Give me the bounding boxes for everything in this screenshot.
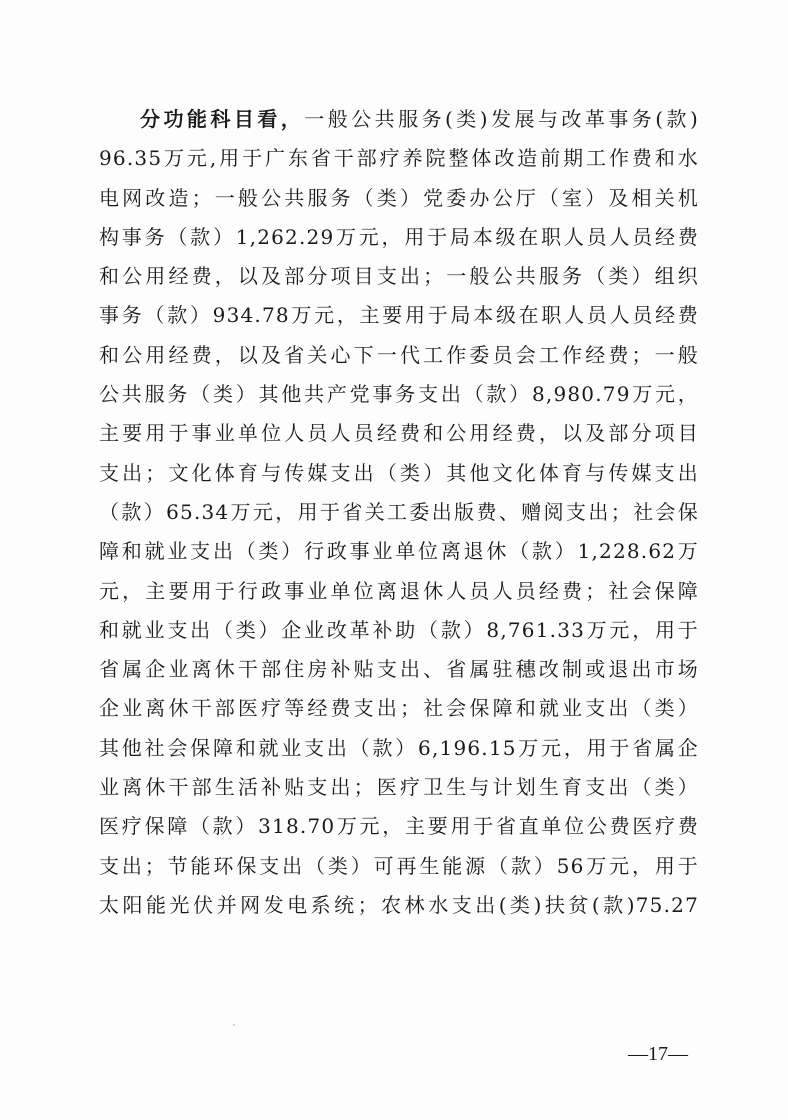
paragraph-line-20: 支出；节能环保支出（类）可再生能源（款）56万元，用于 — [99, 853, 699, 878]
paragraph-line-7: 和公用经费，以及省关心下一代工作委员会工作经费；一般 — [99, 342, 699, 367]
paragraph-line-11: （款）65.34万元，用于省关工委出版费、赠阅支出；社会保 — [99, 499, 699, 524]
paragraph-line-19: 医疗保障（款）318.70万元，主要用于省直单位公费医疗费 — [99, 814, 699, 839]
paragraph-line-17: 其他社会保障和就业支出（款）6,196.15万元，用于省属企 — [99, 735, 699, 760]
paragraph-line-13: 元，主要用于行政事业单位离退休人员人员经费；社会保障 — [99, 578, 699, 603]
paragraph-line-16: 企业离休干部医疗等经费支出；社会保障和就业支出（类） — [99, 696, 699, 721]
paragraph-line-3: 电网改造；一般公共服务（类）党委办公厅（室）及相关机 — [99, 185, 699, 210]
paragraph-line-21: 太阳能光伏并网发电系统；农林水支出(类)扶贫(款)75.27 — [99, 892, 699, 917]
body-paragraph — [99, 100, 699, 925]
paragraph-line-12: 障和就业支出（类）行政事业单位离退休（款）1,228.62万 — [99, 539, 699, 564]
paragraph-line-8: 公共服务（类）其他共产党事务支出（款）8,980.79万元， — [99, 382, 699, 407]
paragraph-line-6: 事务（款）934.78万元，主要用于局本级在职人员人员经费 — [99, 303, 699, 328]
paragraph-line-15: 省属企业离休干部住房补贴支出、省属驻穗改制或退出市场 — [99, 657, 699, 682]
paragraph-line-10: 支出；文化体育与传媒支出（类）其他文化体育与传媒支出 — [99, 460, 699, 485]
lead-heading: 分功能科目看， — [140, 107, 305, 131]
scan-speck — [233, 1024, 235, 1026]
line-text: 一般公共服务(类)发展与改革事务(款) — [304, 107, 699, 131]
paragraph-line-2: 96.35万元,用于广东省干部疗养院整体改造前期工作费和水 — [99, 146, 699, 171]
paragraph-line-5: 和公用经费，以及部分项目支出；一般公共服务（类）组织 — [99, 264, 699, 289]
paragraph-line-18: 业离休干部生活补贴支出；医疗卫生与计划生育支出（类） — [99, 775, 699, 800]
paragraph-line-14: 和就业支出（类）企业改革补助（款）8,761.33万元，用于 — [99, 617, 699, 642]
paragraph-line-1 — [99, 100, 699, 139]
paragraph-line-9: 主要用于事业单位人员人员经费和公用经费，以及部分项目 — [99, 421, 699, 446]
page-number: —17— — [628, 1043, 688, 1065]
paragraph-line-4: 构事务（款）1,262.29万元，用于局本级在职人员人员经费 — [99, 224, 699, 249]
